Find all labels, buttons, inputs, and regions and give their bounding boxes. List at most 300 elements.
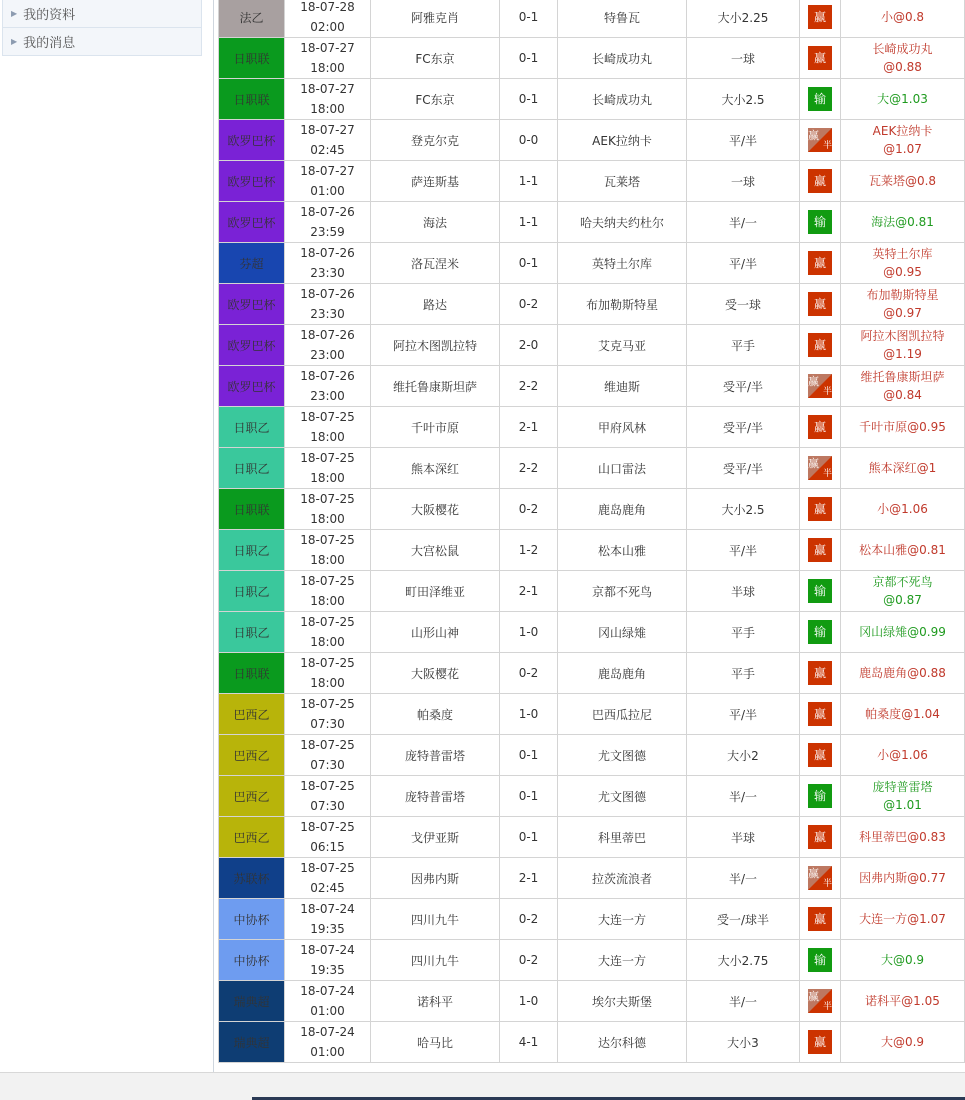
result-cell [800,79,841,120]
match-time-cell [285,858,371,899]
table-row [219,161,965,202]
result-badge [808,169,832,193]
home-team: 哈马比 [371,1022,500,1063]
table-row [219,38,965,79]
score: 0-1 [500,79,558,120]
match-date: 18-07-26 [300,369,355,383]
league-cell[interactable] [219,448,285,489]
table-row [219,489,965,530]
pick-cell [841,79,965,120]
result-cell [800,530,841,571]
league-cell[interactable] [219,899,285,940]
match-date: 18-07-27 [300,123,355,137]
match-time: 02:45 [310,143,345,157]
away-team: 哈夫纳夫约杜尔 [558,202,687,243]
match-time-cell [285,243,371,284]
home-team: 海法 [371,202,500,243]
league-name: 芬超 [239,256,264,271]
match-time: 23:30 [310,266,345,280]
league-name: 日职乙 [233,625,270,640]
result-label: 赢 [808,457,819,470]
result-label: 输 [813,92,826,106]
match-time: 18:00 [310,61,345,75]
pick-line2: @1.07 [883,142,922,156]
table-row [219,1022,965,1063]
league-cell[interactable] [219,202,285,243]
league-cell[interactable] [219,571,285,612]
score: 1-0 [500,694,558,735]
match-time: 01:00 [310,1045,345,1059]
pick-line2: @1.19 [883,347,922,361]
match-date: 18-07-25 [300,656,355,670]
result-badge [808,374,832,398]
away-team: 科里蒂巴 [558,817,687,858]
league-name: 瑞典超 [233,994,270,1009]
result-label: 输 [813,625,826,639]
pick-line1: 科里蒂巴@0.83 [859,830,946,844]
match-time-cell [285,940,371,981]
match-time-cell [285,776,371,817]
league-name: 日职乙 [233,584,270,599]
score: 0-2 [500,489,558,530]
home-team: 阿拉木图凯拉特 [371,325,500,366]
result-label: 赢 [813,830,826,844]
sidebar-item-my-profile[interactable] [2,0,202,28]
home-team: 庞特普雷塔 [371,735,500,776]
handicap: 平手 [687,612,800,653]
table-row [219,940,965,981]
result-cell [800,612,841,653]
match-time: 18:00 [310,430,345,444]
home-team: 因弗内斯 [371,858,500,899]
handicap: 平/半 [687,243,800,284]
match-time-cell [285,489,371,530]
league-cell[interactable] [219,38,285,79]
pick-cell [841,489,965,530]
pick-line1: 瓦莱塔@0.8 [868,174,937,188]
match-time-cell [285,981,371,1022]
home-team: FC东京 [371,38,500,79]
league-name: 巴西乙 [233,830,270,845]
sidebar-item-label: 我的资料 [23,8,76,23]
match-date: 18-07-25 [300,779,355,793]
pick-cell [841,161,965,202]
match-time-cell [285,407,371,448]
handicap: 半球 [687,571,800,612]
result-badge [808,87,832,111]
pick-cell [841,571,965,612]
league-name: 巴西乙 [233,789,270,804]
result-cell [800,161,841,202]
result-badge [808,948,832,972]
pick-cell [841,653,965,694]
match-time: 23:00 [310,348,345,362]
league-name: 日职乙 [233,420,270,435]
pick-line1: 松本山雅@0.81 [859,543,946,557]
pick-cell [841,530,965,571]
result-badge [808,538,832,562]
pick-cell [841,284,965,325]
table-row [219,448,965,489]
match-time: 18:00 [310,471,345,485]
league-name: 瑞典超 [233,1035,270,1050]
league-cell[interactable] [219,653,285,694]
result-label: 赢 [813,502,826,516]
score: 2-1 [500,407,558,448]
handicap: 半/一 [687,776,800,817]
league-cell[interactable] [219,981,285,1022]
home-team: 熊本深红 [371,448,500,489]
league-name: 日职联 [233,666,270,681]
result-cell [800,571,841,612]
match-date: 18-07-27 [300,41,355,55]
handicap: 大小2.75 [687,940,800,981]
league-name: 巴西乙 [233,748,270,763]
handicap: 大小3 [687,1022,800,1063]
away-team: 布加勒斯特星 [558,284,687,325]
pick-line1: 大@0.9 [880,1035,925,1049]
table-row [219,817,965,858]
result-cell [800,489,841,530]
result-cell [800,653,841,694]
pick-cell [841,858,965,899]
pick-cell [841,243,965,284]
result-label: 输 [813,953,826,967]
result-label: 赢 [813,1035,826,1049]
result-label: 赢 [813,10,826,24]
result-badge [808,128,832,152]
result-badge [808,579,832,603]
pick-line1: 大连一方@1.07 [859,912,946,926]
match-time-cell [285,612,371,653]
league-cell[interactable] [219,161,285,202]
result-cell [800,366,841,407]
match-date: 18-07-25 [300,697,355,711]
pick-line1: 维托鲁康斯坦萨 [860,370,945,384]
pick-cell [841,407,965,448]
result-badge [808,784,832,808]
score: 0-1 [500,0,558,38]
result-badge [808,620,832,644]
result-label: 输 [813,215,826,229]
result-badge [808,866,832,890]
handicap: 平/半 [687,530,800,571]
result-cell [800,694,841,735]
away-team: AEK拉纳卡 [558,120,687,161]
result-cell [800,38,841,79]
pick-line1: 长崎成功丸 [872,42,933,56]
result-badge [808,292,832,316]
match-time: 18:00 [310,676,345,690]
sidebar-item-label: 我的消息 [23,36,76,51]
match-time: 18:00 [310,635,345,649]
pick-cell [841,1022,965,1063]
home-team: 大阪樱花 [371,489,500,530]
handicap: 平/半 [687,120,800,161]
pick-line1: 庞特普雷塔 [872,780,933,794]
league-name: 日职联 [233,502,270,517]
result-cell [800,981,841,1022]
match-time-cell [285,79,371,120]
match-time: 07:30 [310,717,345,731]
result-badge [808,333,832,357]
result-label: 赢 [813,338,826,352]
result-badge [808,989,832,1013]
pick-cell [841,776,965,817]
match-date: 18-07-25 [300,492,355,506]
score: 0-2 [500,284,558,325]
match-date: 18-07-25 [300,861,355,875]
match-time-cell [285,899,371,940]
pick-line1: 英特土尔库 [872,247,933,261]
pick-line1: 大@1.03 [877,92,928,106]
pick-line2: @0.87 [883,593,922,607]
handicap: 受平/半 [687,366,800,407]
pick-line1: 小@0.8 [880,10,925,24]
handicap: 半/一 [687,981,800,1022]
home-team: FC东京 [371,79,500,120]
score: 0-1 [500,817,558,858]
league-name: 日职乙 [233,461,270,476]
pick-line1: 阿拉木图凯拉特 [860,329,945,343]
league-cell[interactable] [219,120,285,161]
league-name: 中协杯 [233,912,270,927]
league-cell[interactable] [219,243,285,284]
match-time-cell [285,571,371,612]
league-cell[interactable] [219,735,285,776]
league-name: 日职联 [233,92,270,107]
pick-cell [841,448,965,489]
match-time: 02:00 [310,20,345,34]
handicap: 平/半 [687,694,800,735]
bet-history-table [218,0,965,1063]
pick-line1: 千叶市原@0.95 [859,420,946,434]
home-team: 维托鲁康斯坦萨 [371,366,500,407]
match-date: 18-07-26 [300,328,355,342]
match-date: 18-07-24 [300,943,355,957]
league-cell[interactable] [219,489,285,530]
result-label: 赢 [813,51,826,65]
score: 0-1 [500,776,558,817]
score: 0-1 [500,243,558,284]
home-team: 四川九牛 [371,940,500,981]
score: 0-2 [500,940,558,981]
result-badge [808,5,832,29]
result-cell [800,940,841,981]
pick-line1: 因弗内斯@0.77 [859,871,946,885]
match-time-cell [285,0,371,38]
result-cell [800,1022,841,1063]
pick-line1: 海法@0.81 [871,215,934,229]
match-time: 18:00 [310,512,345,526]
caret-right-icon: ▶ [11,9,18,18]
result-label: 赢 [813,748,826,762]
home-team: 庞特普雷塔 [371,776,500,817]
league-cell[interactable] [219,284,285,325]
match-time: 23:30 [310,307,345,321]
match-time-cell [285,735,371,776]
result-cell [800,407,841,448]
result-cell [800,817,841,858]
score: 2-0 [500,325,558,366]
result-badge [808,46,832,70]
result-badge [808,907,832,931]
match-time: 07:30 [310,758,345,772]
league-name: 欧罗巴杯 [227,297,276,312]
league-cell[interactable] [219,79,285,120]
handicap: 受一球 [687,284,800,325]
league-cell[interactable] [219,776,285,817]
result-label: 赢 [813,420,826,434]
result-cell [800,243,841,284]
league-name: 欧罗巴杯 [227,215,276,230]
away-team: 达尔科德 [558,1022,687,1063]
pick-cell [841,38,965,79]
pick-line2: @0.84 [883,388,922,402]
table-row [219,366,965,407]
pick-line1: AEK拉纳卡 [872,124,933,138]
match-date: 18-07-26 [300,287,355,301]
result-label: 输 [813,584,826,598]
pick-cell [841,940,965,981]
match-date: 18-07-25 [300,574,355,588]
home-team: 大宫松鼠 [371,530,500,571]
home-team: 山形山神 [371,612,500,653]
pick-cell [841,325,965,366]
pick-line1: 京都不死鸟 [872,575,933,589]
league-cell[interactable] [219,530,285,571]
score: 0-0 [500,120,558,161]
result-cell [800,858,841,899]
score: 1-0 [500,612,558,653]
away-team: 大连一方 [558,899,687,940]
pick-line2: @0.88 [883,60,922,74]
match-time-cell [285,325,371,366]
home-team: 四川九牛 [371,899,500,940]
bet-rows [219,0,965,1063]
handicap: 受平/半 [687,448,800,489]
home-team: 路达 [371,284,500,325]
bottom-scrollbar[interactable] [0,1072,965,1100]
league-cell[interactable] [219,0,285,38]
pick-line1: 帕桑度@1.04 [865,707,940,721]
table-row [219,325,965,366]
match-date: 18-07-27 [300,164,355,178]
league-cell[interactable] [219,366,285,407]
result-cell [800,735,841,776]
table-row [219,407,965,448]
away-team: 冈山绿雉 [558,612,687,653]
pick-cell [841,899,965,940]
home-team: 诺科平 [371,981,500,1022]
table-row [219,653,965,694]
table-row [219,694,965,735]
handicap: 半/一 [687,202,800,243]
league-cell[interactable] [219,858,285,899]
score: 2-2 [500,366,558,407]
away-team: 长崎成功丸 [558,79,687,120]
home-team: 萨连斯基 [371,161,500,202]
result-label: 赢 [813,256,826,270]
match-time: 18:00 [310,594,345,608]
table-row [219,79,965,120]
away-team: 鹿岛鹿角 [558,489,687,530]
handicap: 受平/半 [687,407,800,448]
league-name: 欧罗巴杯 [227,379,276,394]
match-date: 18-07-26 [300,246,355,260]
result-badge [808,456,832,480]
away-team: 松本山雅 [558,530,687,571]
result-label: 赢 [808,867,819,880]
league-cell[interactable] [219,1022,285,1063]
away-team: 鹿岛鹿角 [558,653,687,694]
match-time-cell [285,448,371,489]
handicap: 大小2 [687,735,800,776]
half-label: 半 [822,879,832,889]
result-label: 赢 [813,707,826,721]
half-label: 半 [822,469,832,479]
table-row [219,612,965,653]
away-team: 拉茨流浪者 [558,858,687,899]
home-team: 帕桑度 [371,694,500,735]
away-team: 英特土尔库 [558,243,687,284]
away-team: 大连一方 [558,940,687,981]
sidebar-item-my-messages[interactable] [2,28,202,56]
score: 1-2 [500,530,558,571]
league-cell[interactable] [219,407,285,448]
match-date: 18-07-26 [300,205,355,219]
league-cell[interactable] [219,940,285,981]
match-date: 18-07-25 [300,533,355,547]
match-time: 23:59 [310,225,345,239]
away-team: 巴西瓜拉尼 [558,694,687,735]
pick-line2: @1.01 [883,798,922,812]
home-team: 洛瓦涅米 [371,243,500,284]
home-team: 戈伊亚斯 [371,817,500,858]
result-cell [800,448,841,489]
table-row [219,571,965,612]
league-name: 日职乙 [233,543,270,558]
table-row [219,776,965,817]
match-date: 18-07-27 [300,82,355,96]
result-label: 输 [813,789,826,803]
result-badge [808,661,832,685]
match-date: 18-07-25 [300,820,355,834]
score: 0-1 [500,735,558,776]
half-label: 半 [822,141,832,151]
match-time: 01:00 [310,1004,345,1018]
handicap: 平手 [687,325,800,366]
league-name: 欧罗巴杯 [227,338,276,353]
score: 1-0 [500,981,558,1022]
league-cell[interactable] [219,694,285,735]
result-badge [808,1030,832,1054]
league-cell[interactable] [219,817,285,858]
league-cell[interactable] [219,325,285,366]
match-date: 18-07-24 [300,984,355,998]
match-date: 18-07-24 [300,902,355,916]
result-badge [808,743,832,767]
home-team: 大阪樱花 [371,653,500,694]
handicap: 大小2.5 [687,79,800,120]
table-row [219,899,965,940]
match-date: 18-07-25 [300,451,355,465]
pick-cell [841,366,965,407]
result-label: 赢 [813,666,826,680]
match-time: 19:35 [310,963,345,977]
score: 2-1 [500,858,558,899]
league-cell[interactable] [219,612,285,653]
